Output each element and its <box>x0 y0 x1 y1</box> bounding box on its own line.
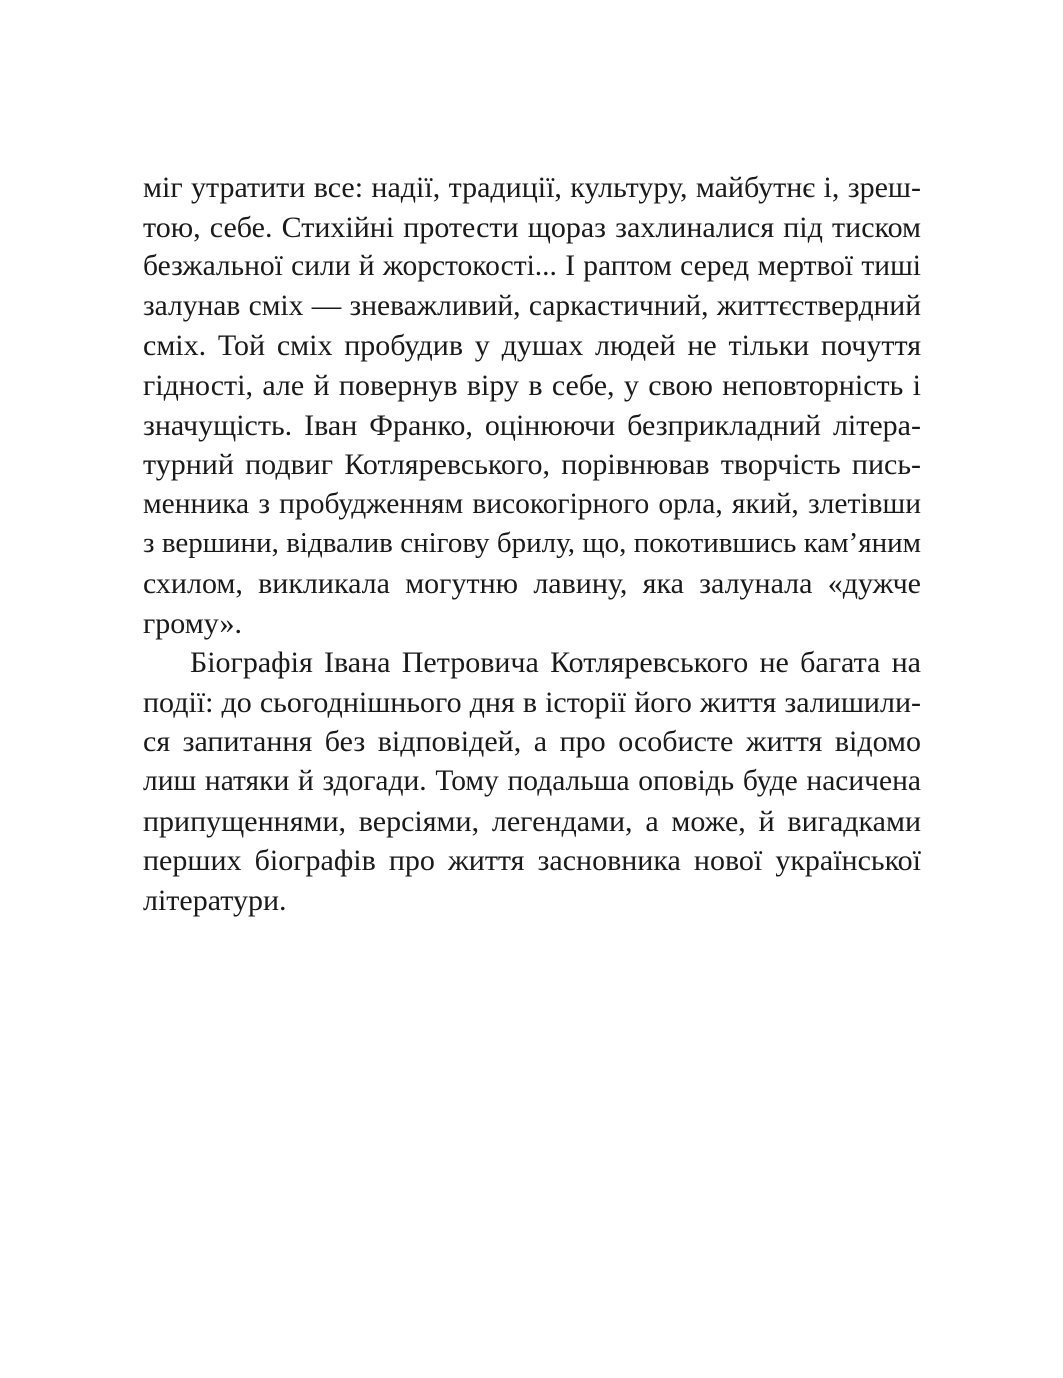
paragraph-2 <box>143 643 921 920</box>
text-line: значущість. Іван Франко, оцінюючи безприкладний літера- <box>143 408 921 442</box>
text-line: літератури. <box>143 883 287 917</box>
text-line: безжальної сили й жорстокості... І раптом серед мертвої тиші <box>143 250 921 283</box>
text-line: грому». <box>143 606 242 640</box>
text-line: тою, себе. Стихійні протести щораз захлиналися під тиском <box>143 210 921 244</box>
text-line: міг утратити все: надії, традиції, культуру, майбутнє і, зреш- <box>143 171 921 204</box>
text-line: менника з пробудженням високогірного орла, який, злетівши <box>143 487 921 520</box>
text-line: сміх. Той сміх пробудив у душах людей не тільки почуття <box>143 329 921 363</box>
text-line: події: до сьогоднішнього дня в історії його життя залишили- <box>143 685 921 719</box>
text-line: ся запитання без відповідей, а про особисте життя відомо <box>143 725 921 759</box>
text-line: схилом, викликала могутню лавину, яка залунала «дужче <box>143 566 921 600</box>
text-line: Біографія Івана Петровича Котляревського не багата на <box>190 646 921 680</box>
text-line: турний подвиг Котляревського, порівнював творчість пись- <box>143 448 921 482</box>
paragraph-1 <box>143 168 921 643</box>
text-line: лиш натяки й здогади. Тому подальша оповідь буде насичена <box>143 764 921 797</box>
text-line: з вершини, відвалив снігову брилу, що, покотившись кам’яним <box>143 527 921 560</box>
text-line: перших біографів про життя засновника нової української <box>143 844 921 878</box>
text-line: гідності, але й повернув віру в себе, у свою неповторність і <box>143 368 921 402</box>
text-line: залунав сміх — зневажливий, саркастичний, життєствердний <box>143 289 921 322</box>
body-text <box>143 168 921 920</box>
text-line: припущеннями, версіями, легендами, а може, й вигадками <box>143 804 921 838</box>
